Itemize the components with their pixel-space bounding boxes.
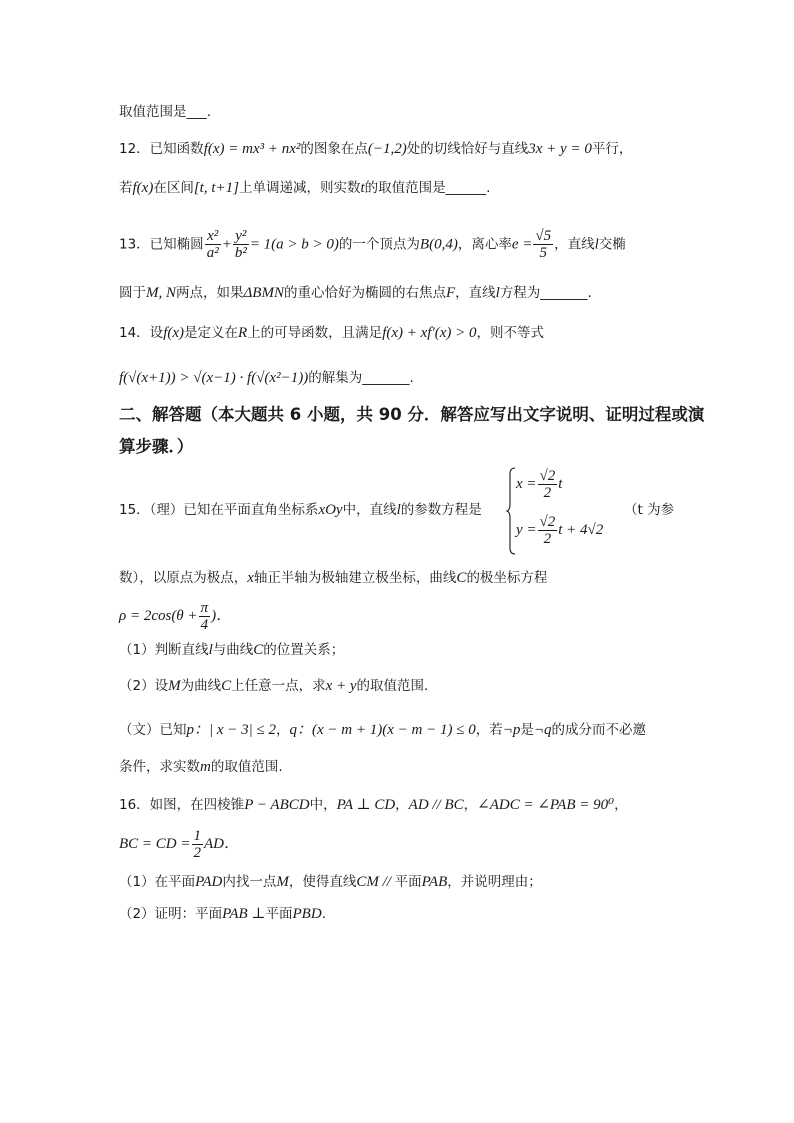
- q15-sys2-den: 2: [543, 531, 552, 547]
- q12b-text-3: 上单调递减，则实数: [238, 180, 361, 196]
- q13b-l: l: [495, 285, 500, 301]
- q15w-p: p：| x − 3| ≤ 2: [186, 722, 277, 738]
- q16-p1-text-3: ，使得直线: [288, 874, 357, 890]
- q13-text-3: ，直线: [554, 236, 595, 253]
- q16-p1-plane: PAD: [195, 874, 223, 890]
- q16b-rhs: AD．: [204, 836, 239, 852]
- q15w-q: q：(x − m + 1)(x − m − 1) ≤ 0: [289, 722, 476, 738]
- q12b-text-2: 在区间: [153, 180, 194, 196]
- line-q12b: [119, 178, 490, 198]
- q13-frac-e: [533, 228, 553, 261]
- q13-frac-e-num: √5: [535, 228, 552, 244]
- q15-l: l: [396, 502, 401, 518]
- q16-p1-text-5: ，并说明理由；: [447, 874, 542, 890]
- section-2-heading-line-1: [119, 398, 704, 432]
- line-q16-part2: [119, 904, 326, 924]
- q16-angles: ∠ADC = ∠PAB = 90⁰: [477, 797, 615, 813]
- q15w2-text-2: 的取值范围.: [210, 759, 283, 775]
- q13b-text-5: 方程为_______.: [499, 285, 592, 301]
- q15c-den: 4: [200, 617, 209, 633]
- q12-text-1: 的图象在点: [300, 141, 368, 157]
- q14-text-2: 上的可导函数，且满足: [247, 325, 383, 341]
- q13-e: e =: [511, 236, 533, 253]
- line-q15c: [119, 600, 231, 633]
- q15-p2-text-1: （2）设: [119, 678, 169, 694]
- q13-vertex: B(0,4): [419, 236, 458, 253]
- line-q14a: [119, 323, 544, 343]
- q16-p1-text-2: 内找一点: [222, 874, 277, 890]
- q12-point: (−1,2): [367, 141, 407, 157]
- q16-p1-CM: CM //: [356, 874, 395, 890]
- q13b-text-2: 两点，如果: [176, 285, 244, 301]
- section-2-heading-line-2: [119, 430, 193, 464]
- q15-sys1-den: 2: [543, 485, 552, 501]
- q13-frac-x-num: x²: [205, 228, 221, 245]
- q15-system-row-2: [516, 514, 603, 547]
- q16-p1-text-4: 平面: [394, 874, 422, 890]
- line-q15a: [119, 500, 482, 520]
- line-q11-tail: [119, 102, 211, 122]
- q15-sys1-rhs: t: [558, 476, 563, 492]
- q15-p2-text-3: 上任意一点，求: [231, 678, 326, 694]
- q16-text-1: 中，: [309, 797, 337, 813]
- line-q16b: [119, 828, 239, 861]
- q15w-text-4: 是: [520, 722, 534, 738]
- line-q12a: [119, 139, 632, 159]
- q14-label: 14．设: [119, 325, 164, 341]
- q15-paren-text: （t 为参: [624, 502, 675, 518]
- q14-condition: f(x) + xf′(x) > 0: [382, 325, 477, 341]
- q16b-lhs: BC = CD =: [119, 836, 191, 852]
- q13-text-1: 的一个顶点为: [338, 236, 420, 253]
- q14-text-1: 是定义在: [184, 325, 239, 341]
- q13-frac-y: [233, 228, 249, 261]
- q15b-x: x: [247, 570, 254, 586]
- q13-text-4: 交椭: [598, 236, 626, 253]
- section-2-heading-text-1: 二、解答题（本大题共 6 小题，共 90 分．解答应写出文字说明、证明过程或演: [119, 405, 705, 424]
- line-q16a: [119, 795, 628, 815]
- q15w-text-2: ，: [276, 722, 290, 738]
- q16-p2-PAB: PAB ⊥: [222, 906, 266, 922]
- line-q15-wen-1: [119, 720, 646, 740]
- q13-frac-x: [205, 228, 221, 261]
- q15b-text-1: 数），以原点为极点，: [119, 570, 248, 586]
- q16b-frac: [192, 828, 204, 861]
- q13-frac-y-num: y²: [233, 228, 249, 245]
- q12b-interval: [t, t+1]: [193, 180, 239, 196]
- q16-pyramid: P − ABCD: [244, 797, 310, 813]
- q15-p2-M: M: [168, 678, 181, 694]
- q15-p1-C: C: [253, 642, 264, 658]
- q13-plus: +: [221, 236, 232, 253]
- q15-p1-text-2: 与曲线: [212, 642, 254, 658]
- q15-p2-C: C: [221, 678, 232, 694]
- q15w-text-1: （文）已知: [119, 722, 187, 738]
- q15-label: 15．（理）已知在平面直角坐标系: [119, 502, 319, 518]
- q13b-text-1: 圆于: [119, 285, 146, 301]
- q13b-focus: F: [445, 285, 456, 301]
- q12-text-3: 平行，: [591, 141, 633, 157]
- q15-text-1: 中，直线: [342, 502, 397, 518]
- q15c-frac: [199, 600, 211, 633]
- q11-tail-text: 取值范围是___.: [119, 104, 212, 120]
- q15-sys2-lhs: y =: [516, 522, 537, 538]
- line-q14b: [119, 368, 414, 388]
- q12-function: f(x) = mx³ + nx²: [203, 141, 301, 157]
- q15-coord: xOy: [318, 502, 343, 518]
- q16b-num: 1: [193, 828, 201, 844]
- q15w-not-q: ¬q: [533, 722, 552, 738]
- line-q15b: [119, 568, 547, 588]
- q16b-den: 2: [193, 845, 201, 861]
- q15b-text-3: 的极坐标方程: [466, 570, 548, 586]
- q15-p2-sum: x + y: [325, 678, 357, 694]
- q15b-text-2: 轴正半轴为极轴建立极坐标，曲线: [253, 570, 457, 586]
- q16-parallel: AD // BC: [408, 797, 464, 813]
- q16-perp: PA ⊥ CD: [336, 797, 396, 813]
- q15-sys2-num: √2: [539, 514, 556, 530]
- q12-label: 12．已知函数: [119, 141, 204, 157]
- q15-sys1-frac: [538, 468, 558, 501]
- q16-label: 16．如图，在四棱锥: [119, 797, 245, 813]
- q15-text-2: 的参数方程是: [400, 502, 482, 518]
- q15-p1-text-3: 的位置关系；: [263, 642, 345, 658]
- q16-p2-text-3: .: [321, 906, 326, 922]
- q15-p1-text-1: （1）判断直线: [119, 642, 209, 658]
- q16-p2-PBD: PBD: [292, 906, 322, 922]
- q15-system-brace: [506, 466, 516, 556]
- section-2-heading-text-2: 算步骤．）: [119, 437, 194, 456]
- q13-label: 13．已知椭圆: [119, 236, 204, 253]
- q15w-text-5: 的成分而不必邀: [551, 722, 646, 738]
- q14-inequality: f(√(x+1)) > √(x−1) · f(√(x²−1)): [119, 370, 309, 386]
- q13-l: l: [594, 236, 599, 253]
- line-q13a: [119, 228, 626, 261]
- q13b-text-3: 的重心恰好为椭圆的右焦点: [283, 285, 446, 301]
- q16-p2-text-1: （2）证明：平面: [119, 906, 223, 922]
- q12-text-2: 处的切线恰好与直线: [406, 141, 529, 157]
- q16-p1-M: M: [276, 874, 289, 890]
- q13b-triangle: ΔBMN: [243, 285, 284, 301]
- q16-text-3: ，: [463, 797, 478, 813]
- q13b-text-4: ，直线: [455, 285, 496, 301]
- q15-system-row-1: [516, 468, 562, 501]
- q13-frac-x-den: a²: [206, 245, 219, 261]
- q12b-function: f(x): [132, 180, 154, 196]
- q15c-rhs: )．: [211, 608, 232, 624]
- line-q13b: [119, 283, 592, 303]
- q12b-text-4: 的取值范围是______.: [364, 180, 491, 196]
- q15-sys2-rhs: t + 4√2: [558, 522, 604, 538]
- q15c-lhs: ρ = 2cos(θ +: [119, 608, 198, 624]
- q15-paren: [624, 500, 674, 520]
- q12b-text-1: 若: [119, 180, 133, 196]
- q13-condition: = 1(a > b > 0): [249, 236, 339, 253]
- q16-p1-text-1: （1）在平面: [119, 874, 196, 890]
- q15-p2-text-4: 的取值范围.: [356, 678, 429, 694]
- q14-function: f(x): [163, 325, 185, 341]
- line-q15-part1: [119, 640, 344, 660]
- line-q15-wen-2: [119, 757, 283, 777]
- line-q16-part1: [119, 872, 542, 892]
- q15-sys1-num: √2: [539, 468, 556, 484]
- q14-text-4: 的解集为_______.: [308, 370, 414, 386]
- q13-frac-e-den: 5: [539, 245, 547, 261]
- q15-p1-l: l: [208, 642, 213, 658]
- q15-p2-text-2: 为曲线: [180, 678, 222, 694]
- q12-line: 3x + y = 0: [528, 141, 592, 157]
- q13b-points: M, N: [146, 285, 176, 301]
- q14-domain: R: [238, 325, 248, 341]
- q15w-text-3: ，若: [475, 722, 503, 738]
- q15w-not-p: ¬p: [502, 722, 521, 738]
- q13-text-2: ，离心率: [457, 236, 512, 253]
- q16-p1-PAB: PAB: [421, 874, 448, 890]
- q15b-C: C: [456, 570, 467, 586]
- q14-text-3: ，则不等式: [476, 325, 545, 341]
- q16-text-4: ，: [614, 797, 628, 813]
- q16-text-2: ，: [395, 797, 409, 813]
- q15-sys2-frac: [538, 514, 558, 547]
- q15-sys1-lhs: x =: [516, 476, 537, 492]
- q15c-num: π: [200, 600, 209, 616]
- q16-p2-text-2: 平面: [265, 906, 293, 922]
- q15w2-m: m: [200, 759, 211, 775]
- line-q15-part2: [119, 676, 428, 696]
- q15w2-text-1: 条件，求实数: [119, 759, 200, 775]
- q13-frac-y-den: b²: [234, 245, 247, 261]
- q12b-var: t: [360, 180, 365, 196]
